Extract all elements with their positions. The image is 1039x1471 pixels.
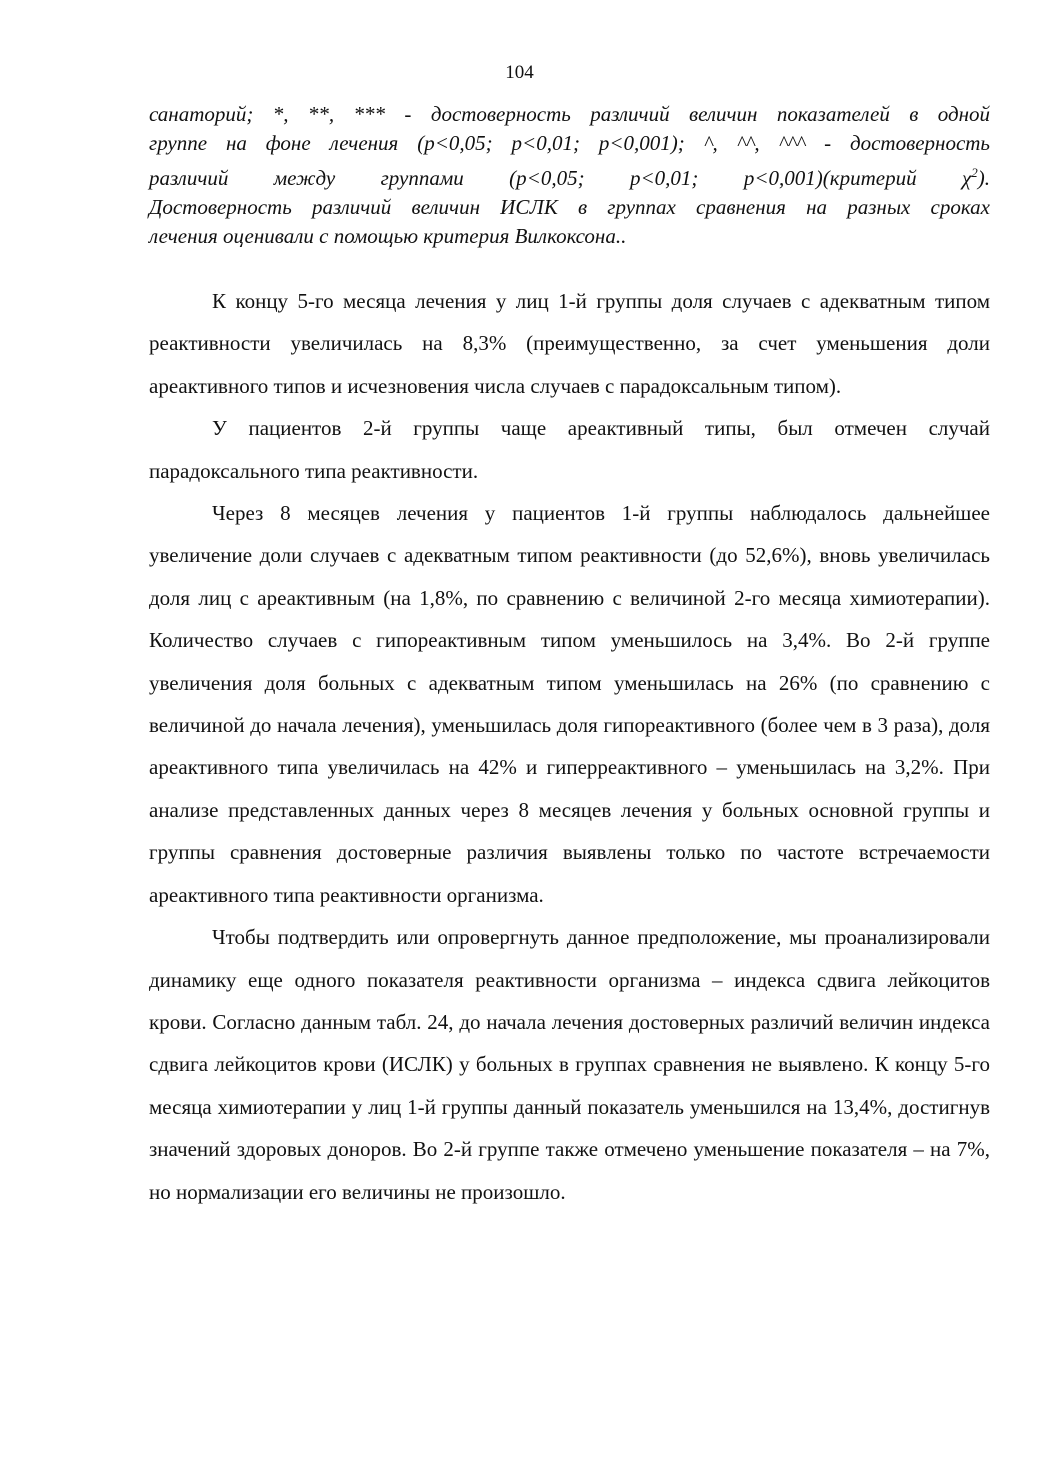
footnote-line-4: Достоверность различий величин ИСЛК в группах сравнения на разных сроках bbox=[149, 195, 990, 219]
main-text bbox=[149, 280, 990, 1213]
chi-suffix: ). bbox=[977, 166, 990, 190]
paragraph: У пациентов 2-й группы чаще ареактивный типы, был отмечен случай парадоксального типа реактивности. bbox=[149, 416, 990, 483]
footnote-line-2: группе на фоне лечения (р<0,05; р<0,01; р<0,001); ^, ^^, ^^^ - достоверность bbox=[149, 131, 990, 155]
footnote-line-3-text: различий между группами (р<0,05; р<0,01; р<0,001)(критерий χ bbox=[149, 166, 972, 190]
paragraph: К концу 5-го месяца лечения у лиц 1-й группы доля случаев с адекватным типом реактивности увеличилась на 8,3% (преимущественно, за счет уменьшения доли ареактивного типов и исчезновения числа случаев с парадоксальным типом). bbox=[149, 289, 990, 398]
footnote-line-3 bbox=[149, 158, 990, 193]
footnote-line-1: санаторий; *, **, *** - достоверность различий величин показателей в одной bbox=[149, 102, 990, 126]
chi-square-superscript: 2 bbox=[971, 165, 978, 180]
paragraph: Через 8 месяцев лечения у пациентов 1-й группы наблюдалось дальнейшее увеличение доли случаев с адекватным типом реактивности (до 52,6%), вновь увеличилась доля лиц с ареактивным (на 1,8%, по сравнению с величиной 2-го месяца химиотерапии). Количество случаев с гипореактивным типом уменьшилось на 3,4%. Во 2-й группе увеличения доля больных с адекватным типом уменьшилась на 26% (по сравнению с величиной до начала лечения), уменьшилась доля гипореактивного (более чем в 3 раза), доля ареактивного типа увеличилась на 42% и гиперреактивного – уменьшилась на 3,2%. При анализе представленных данных через 8 месяцев лечения у больных основной группы и группы сравнения достоверные различия выявлены только по частоте встречаемости ареактивного типа реактивности организма. bbox=[149, 501, 990, 907]
footnote-line-5: лечения оценивали с помощью критерия Вилкоксона.. bbox=[149, 224, 627, 248]
page-number: 104 bbox=[505, 62, 534, 83]
paragraph: Чтобы подтвердить или опровергнуть данное предположение, мы проанализировали динамику еще одного показателя реактивности организма – индекса сдвига лейкоцитов крови. Согласно данным табл. 24, до начала лечения достоверных различий величин индекса сдвига лейкоцитов крови (ИСЛК) у больных в группах сравнения не выявлено. К концу 5-го месяца химиотерапии у лиц 1-й группы данный показатель уменьшился на 13,4%, достигнув значений здоровых доноров. Во 2-й группе также отмечено уменьшение показателя – на 7%, но нормализации его величины не произошло. bbox=[149, 925, 990, 1204]
table-footnote bbox=[149, 100, 990, 251]
